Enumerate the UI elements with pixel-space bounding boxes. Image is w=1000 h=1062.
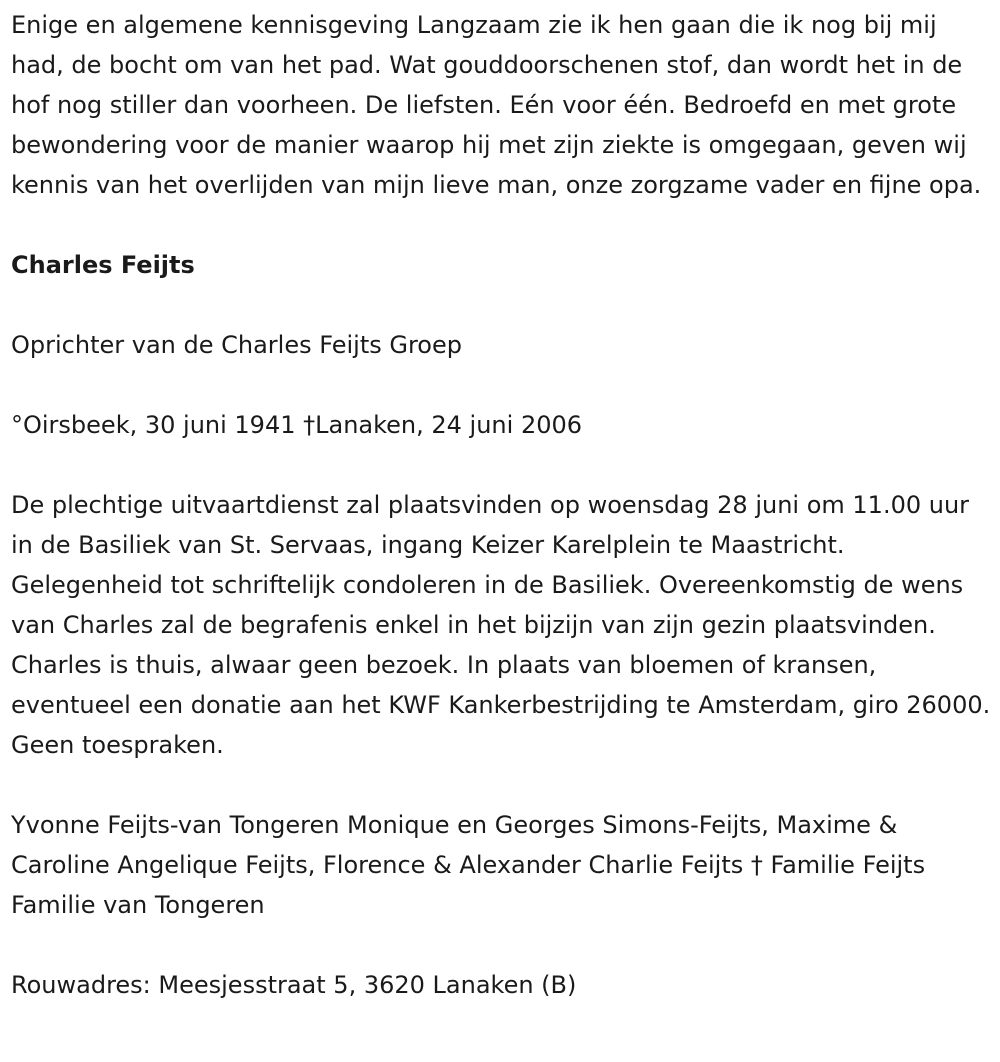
intro-paragraph: Enige en algemene kennisgeving Langzaam zie ik hen gaan die ik nog bij mij had, de bocht om van het pad. Wat gouddoorschenen stof, dan wordt het in de hof nog stiller dan voorheen. De liefsten. Eén voor één. Bedroefd en met grote bewondering voor de manier waarop hij met zijn ziekte is omgegaan, geven wij kennis van het overlijden van mijn lieve man, onze zorgzame vader en fijne opa. [11,11,982,199]
deceased-title: Oprichter van de Charles Feijts Groep [11,331,462,359]
mourning-address: Rouwadres: Meesjesstraat 5, 3620 Lanaken (B) [11,971,577,999]
family-names: Yvonne Feijts-van Tongeren Monique en Georges Simons-Feijts, Maxime & Caroline Angelique Feijts, Florence & Alexander Charlie Feijts † Familie Feijts Familie van Tongeren [11,811,926,919]
deceased-name: Charles Feijts [11,251,195,279]
service-details-paragraph: De plechtige uitvaartdienst zal plaatsvinden op woensdag 28 juni om 11.00 uur in de Basiliek van St. Servaas, ingang Keizer Karelplein te Maastricht. Gelegenheid tot schriftelijk condoleren in de Basiliek. Overeenkomstig de wens van Charles zal de begrafenis enkel in het bijzijn van zijn gezin plaatsvinden. Charles is thuis, alwaar geen bezoek. In plaats van bloemen of kransen, eventueel een donatie aan het KWF Kankerbestrijding te Amsterdam, giro 26000. Geen toespraken. [11,491,991,759]
life-dates: °Oirsbeek, 30 juni 1941 †Lanaken, 24 juni 2006 [11,411,583,439]
